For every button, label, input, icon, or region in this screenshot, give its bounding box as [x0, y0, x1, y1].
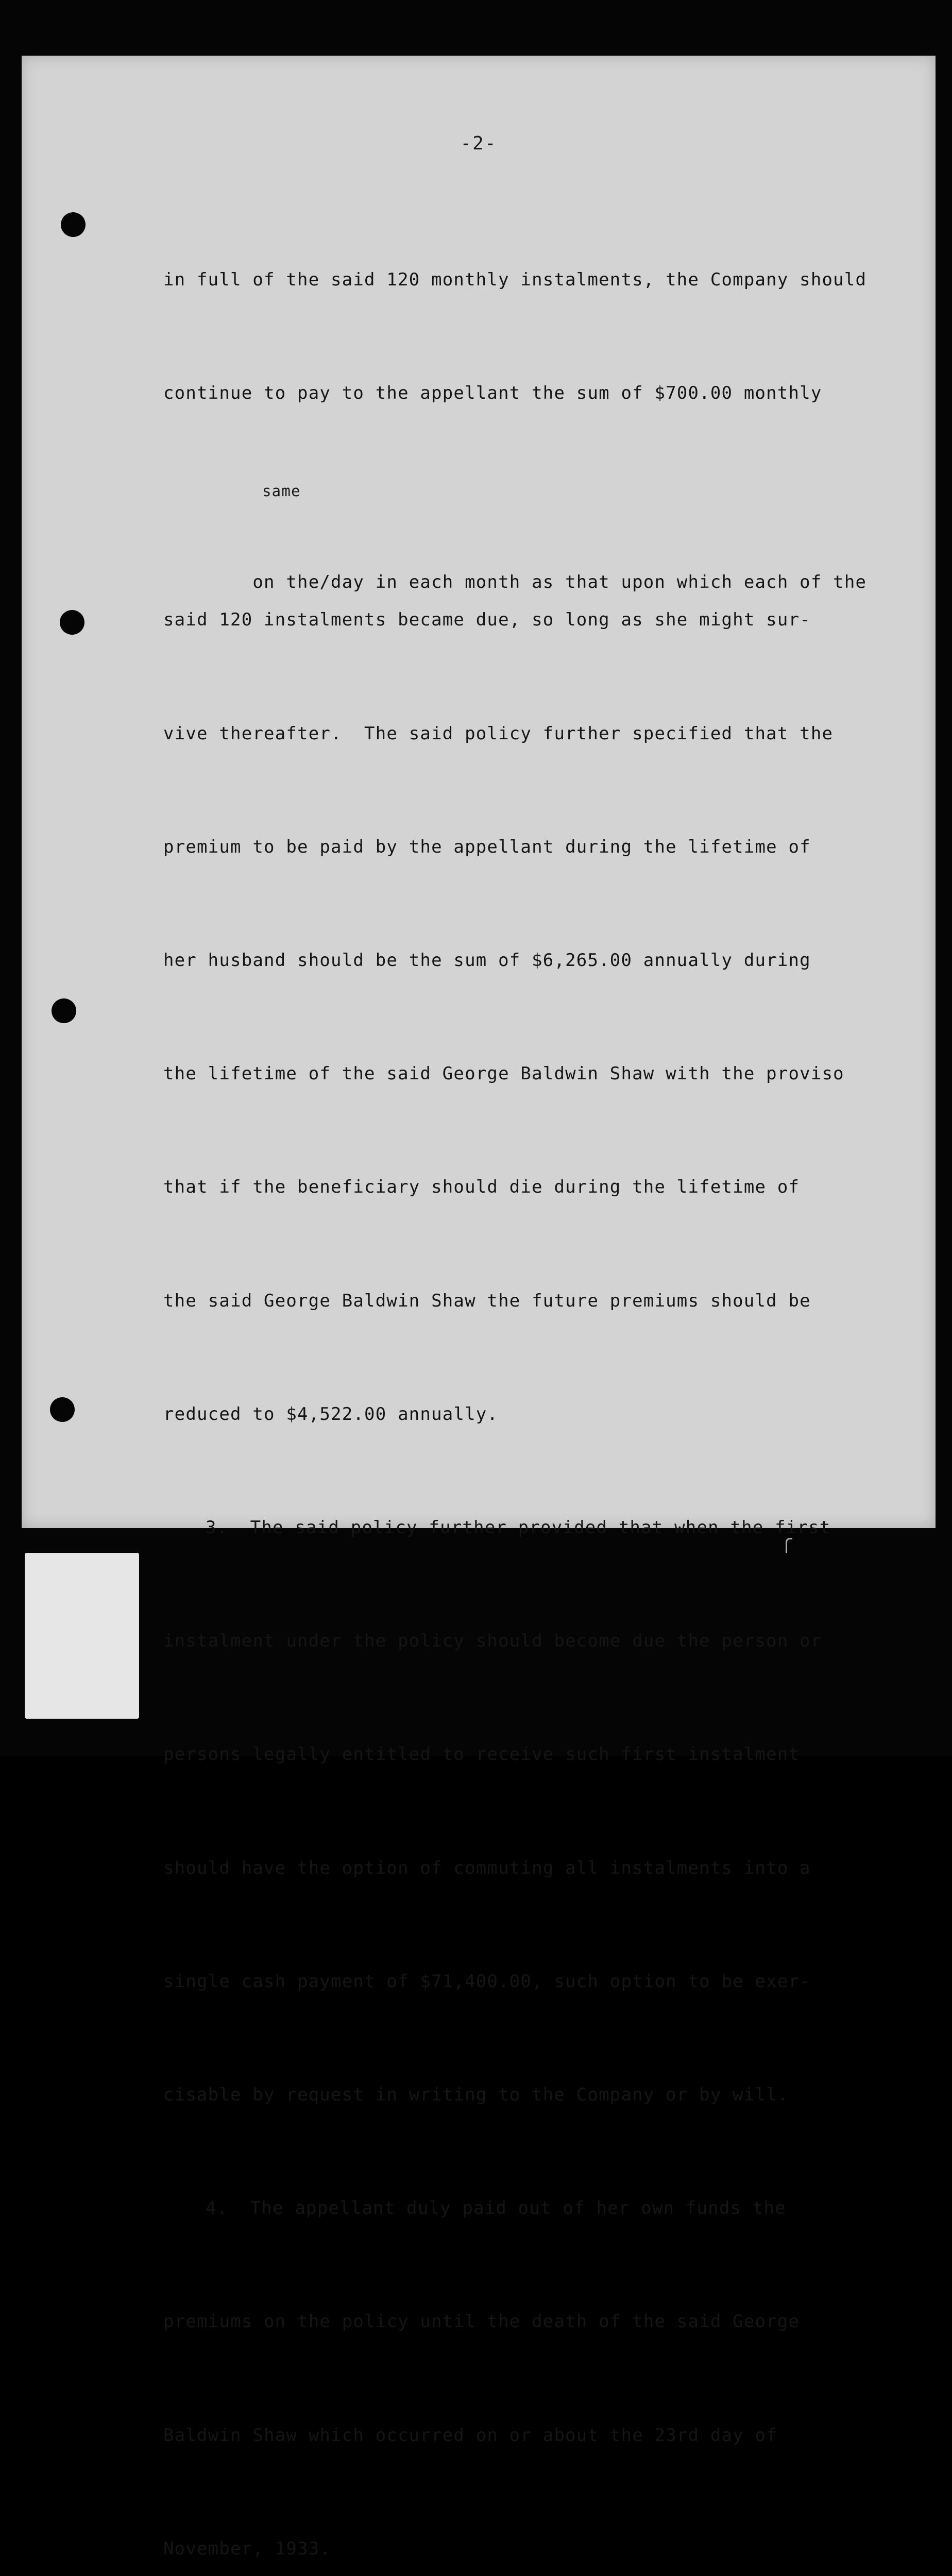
text-line: premiums on the policy until the death of the said George: [163, 2311, 800, 2332]
text-line: reduced to $4,522.00 annually.: [163, 1403, 499, 1425]
scan-mark: [786, 1538, 792, 1553]
body-text: [163, 185, 915, 2576]
text-line: persons legally entitled to receive such first instalment: [163, 1744, 800, 1765]
text-line: vive thereafter. The said policy further specified that the: [163, 723, 834, 744]
text-line: said 120 instalments became due, so long as she might sur-: [163, 609, 811, 631]
typed-page: [22, 56, 936, 2559]
text-line: cisable by request in writing to the Company or by will.: [163, 2084, 789, 2106]
paragraph-start: 4. The appellant duly paid out of her own funds the: [206, 2198, 786, 2219]
punch-hole: [50, 1397, 75, 1422]
handwritten-insertion: same: [262, 482, 301, 500]
page-number: -2-: [460, 133, 497, 154]
punch-hole: [61, 212, 86, 237]
text-line: the said George Baldwin Shaw the future premiums should be: [163, 1290, 811, 1311]
text-line: that if the beneficiary should die during the lifetime of: [163, 1177, 800, 1198]
text-line: Baldwin Shaw which occurred on or about the 23rd day of: [163, 2425, 777, 2446]
text-line: should have the option of commuting all instalments into a: [163, 1857, 811, 1878]
text-line-with-insertion: [163, 482, 915, 593]
text-line: November, 1933.: [163, 2538, 331, 2559]
text-line: instalment under the policy should become due the person or: [163, 1631, 822, 1652]
text-line: single cash payment of $71,400.00, such option to be exer-: [163, 1971, 811, 1992]
text-line: the lifetime of the said George Baldwin Shaw with the proviso: [163, 1063, 844, 1084]
text-line: continue to pay to the appellant the sum of $700.00 monthly: [163, 383, 822, 404]
text-line: in full of the said 120 monthly instalments, the Company should: [163, 269, 867, 290]
punch-hole: [60, 610, 84, 635]
text-line: her husband should be the sum of $6,265.00 annually during: [163, 950, 811, 971]
paragraph-start: 3. The said policy further provided that when the first: [206, 1517, 831, 1538]
blank-card: [25, 1553, 139, 1719]
text-line: on the/day in each month as that upon which each of the: [252, 572, 867, 593]
text-line: premium to be paid by the appellant during the lifetime of: [163, 836, 811, 857]
punch-hole: [52, 998, 76, 1023]
